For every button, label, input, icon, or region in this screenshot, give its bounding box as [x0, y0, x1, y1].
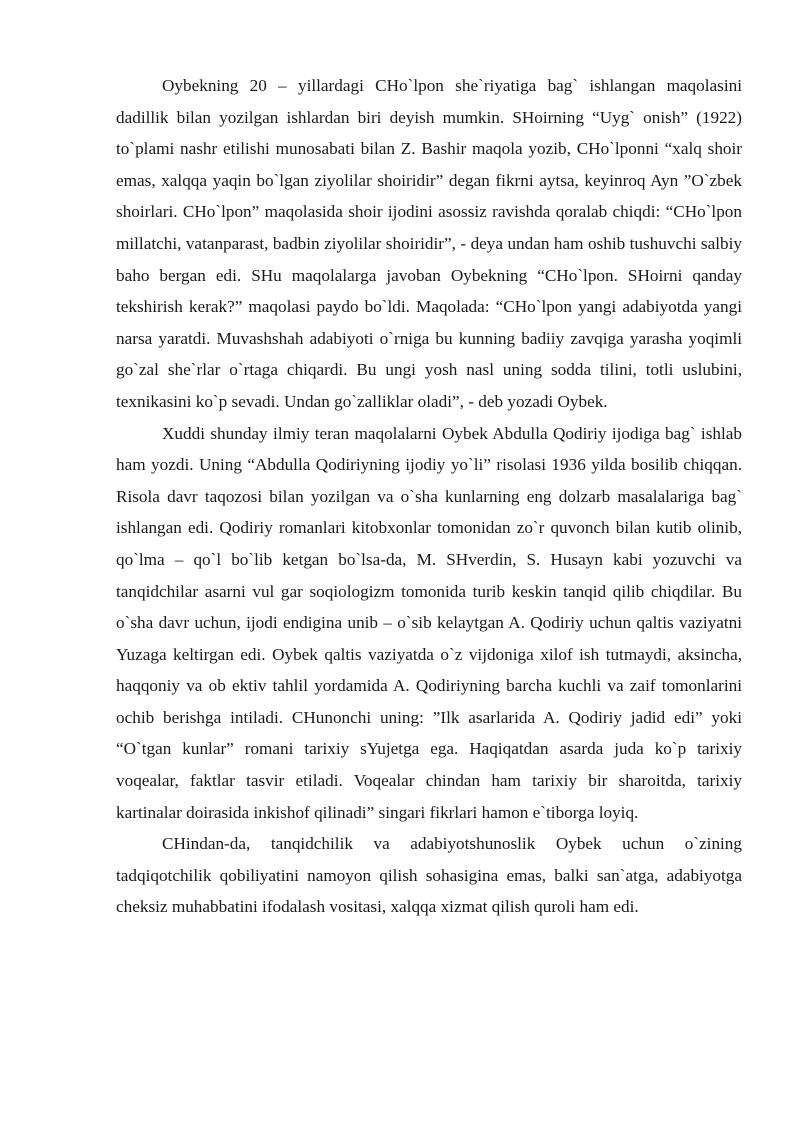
paragraph-qodiriy-study: Xuddi shunday ilmiy teran maqolalarni Oybek Abdulla Qodiriy ijodiga bag` ishlab ham yozdi. Uning “Abdulla Qodiriyning ijodiy yo`li” risolasi 1936 yilda bosilib chiqqan. Risola davr taqozosi bilan yozilgan va o`sha kunlarning eng dolzarb masalalariga bag` ishlangan edi. Qodiriy romanlari kitobxonlar tomonidan zo`r quvonch bilan kutib olinib, qo`lma – qo`l bo`lib ketgan bo`lsa-da, M. SHverdin, S. Husayn kabi yozuvchi va tanqidchilar asarni vul gar soqiologizm tomonida turib keskin tanqid qilib chiqdilar. Bu o`sha davr uchun, ijodi endigina unib – o`sib kelaytgan A. Qodiriy uchun qaltis vaziyatni Yuzaga keltirgan edi. Oybek qaltis vaziyatda o`z vijdoniga xilof ish tutmaydi, aksincha, haqqoniy va ob ektiv tahlil yordamida A. Qodiriyning barcha kuchli va zaif tomonlarini ochib berishga intiladi. CHunonchi uning: ”Ilk asarlarida A. Qodiriy jadid edi” yoki “O`tgan kunlar” romani tarixiy sYujetga ega. Haqiqatdan asarda juda ko`p tarixiy voqealar, faktlar tasvir etiladi. Voqealar chindan ham tarixiy bir sharoitda, tarixiy kartinalar doirasida inkishof qilinadi” singari fikrlari hamon e`tiborga loyiq. [116, 423, 742, 822]
paragraph-criticism-conclusion: CHindan-da, tanqidchilik va adabiyotshunoslik Oybek uchun o`zining tadqiqotchilik qobiliyatini namoyon qilish sohasigina emas, balki san`atga, adabiyotga cheksiz muhabbatini ifodalash vositasi, xalqqa xizmat qilish quroli ham edi. [116, 834, 742, 917]
paragraph-cholpon-articles: Oybekning 20 – yillardagi CHo`lpon she`riyatiga bag` ishlangan maqolasini dadillik bilan yozilgan ishlardan biri deyish mumkin. SHoirning “Uyg` onish” (1922) to`plami nashr etilishi munosabati bilan Z. Bashir maqola yozib, CHo`lponni “xalq shoir emas, xalqqa yaqin bo`lgan ziyolilar shoiridir” degan fikrni aytsa, keyinroq Ayn ”O`zbek shoirlari. CHo`lpon” maqolasida shoir ijodini asossiz ravishda qoralab chiqdi: “CHo`lpon millatchi, vatanparast, badbin ziyolilar shoiridir”, - deya undan ham oshib tushuvchi salbiy baho bergan edi. SHu maqolalarga javoban Oybekning “CHo`lpon. SHoirni qanday tekshirish kerak?” maqolasi paydo bo`ldi. Maqolada: “CHo`lpon yangi adabiyotda yangi narsa yaratdi. Muvashshah adabiyoti o`rniga bu kunning badiiy zavqiga yarasha yoqimli go`zal she`rlar o`rtaga chiqardi. Bu ungi yosh nasl uning sodda tilini, totli uslubini, texnikasini ko`p sevadi. Undan go`zalliklar oladi”, - deb yozadi Oybek. [116, 76, 742, 411]
document-page [116, 70, 742, 923]
